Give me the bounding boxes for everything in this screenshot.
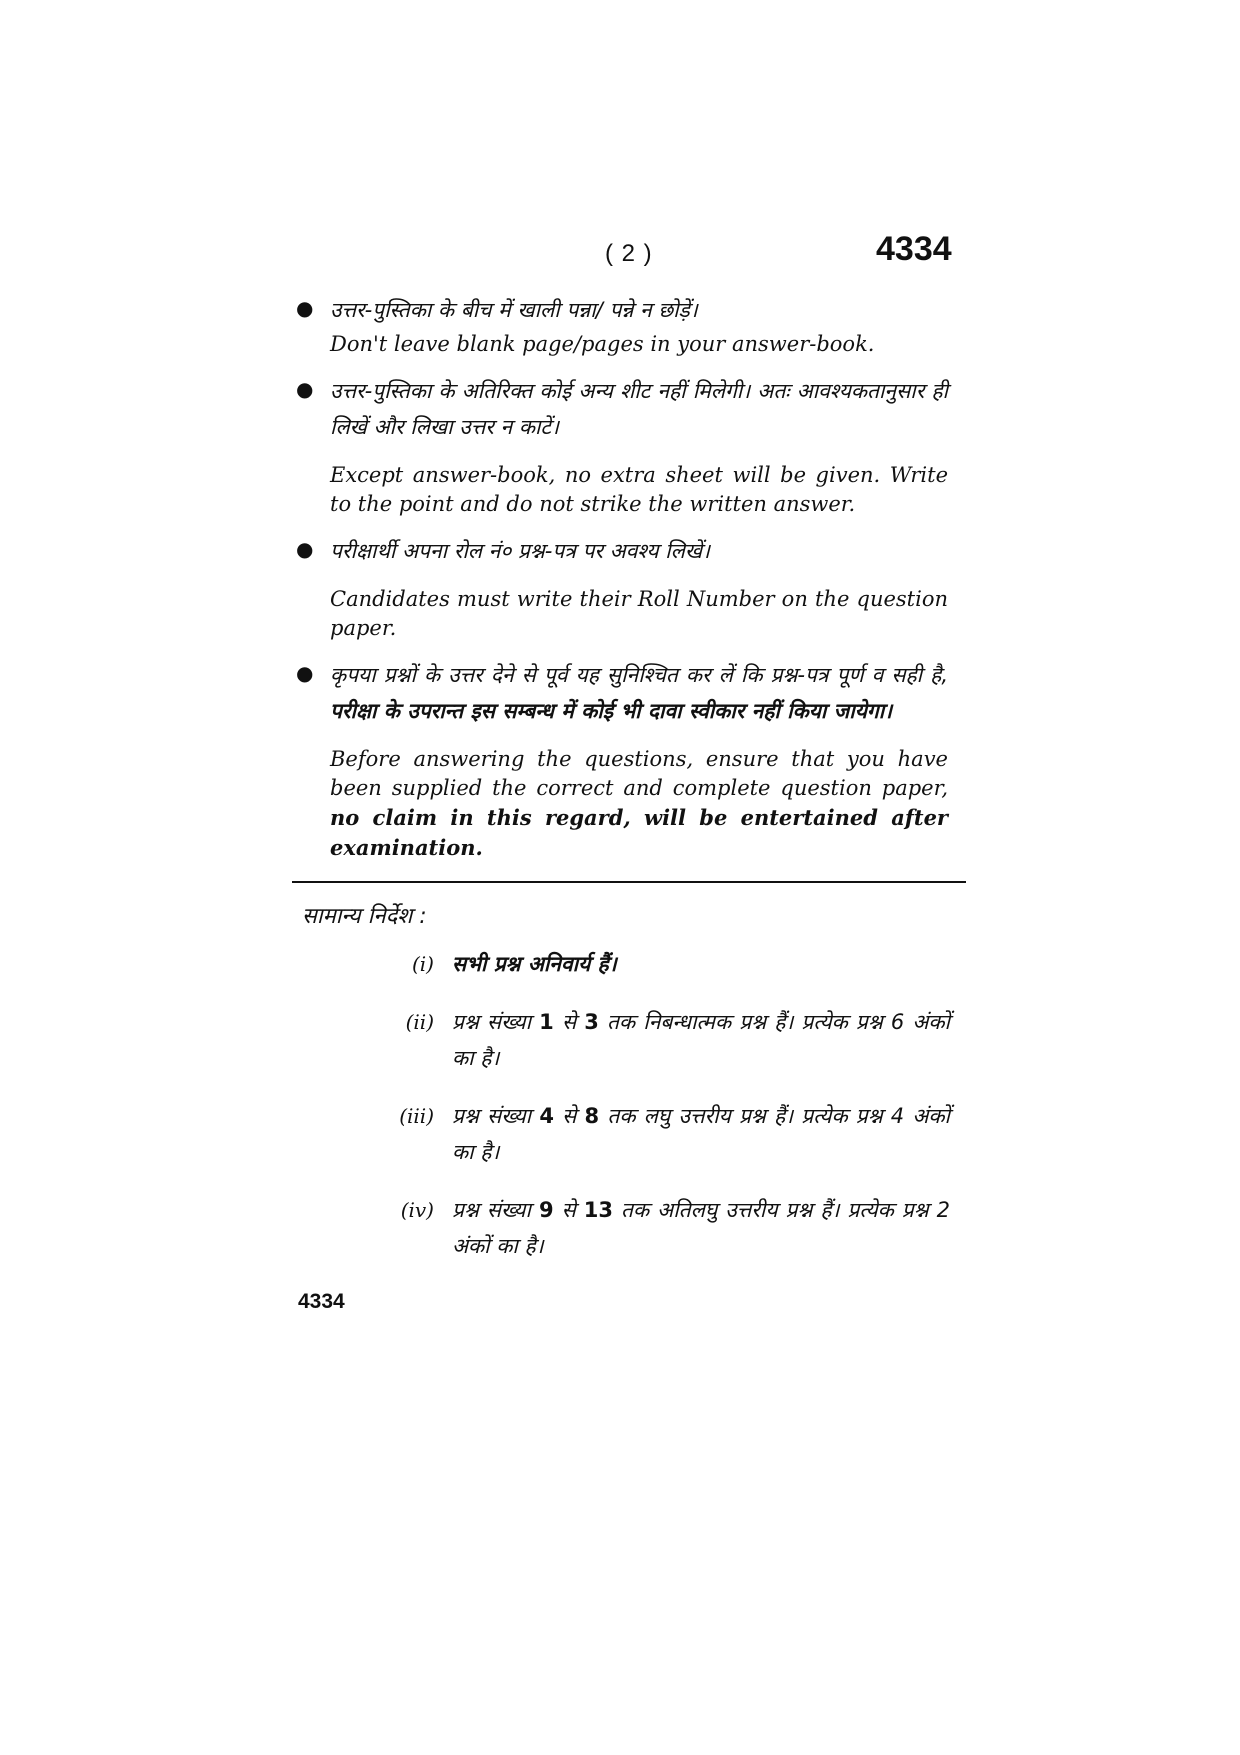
question-number-from: 9 xyxy=(538,1198,554,1222)
item-suffix: तक अतिलघु उत्तरीय प्रश्न हैं। प्रत्येक प्रश्न 2 अंकों का है। xyxy=(452,1198,950,1258)
instruction-hindi: उत्तर-पुस्तिका के बीच में खाली पन्ना/ पन्ने न छोड़ें। xyxy=(330,298,698,322)
item-text xyxy=(452,1098,950,1170)
bullet-icon: ● xyxy=(296,537,314,561)
general-instructions-heading: सामान्य निर्देश : xyxy=(302,904,427,929)
instruction-hindi-text: कृपया प्रश्नों के उत्तर देने से पूर्व यह सुनिश्चित कर लें कि प्रश्न-पत्र पूर्ण व सही है, xyxy=(330,663,948,687)
instruction-item-blank-pages xyxy=(296,292,948,359)
item-prefix: प्रश्न संख्या xyxy=(452,1104,532,1128)
instruction-item-extra-sheet xyxy=(296,373,948,519)
item-prefix: प्रश्न संख्या xyxy=(452,1198,531,1222)
question-number-to: 3 xyxy=(584,1010,599,1034)
item-connector: से xyxy=(561,1198,576,1222)
paper-code-header: 4334 xyxy=(876,230,952,268)
instruction-hindi: परीक्षार्थी अपना रोल नं० प्रश्न-पत्र पर अवश्य लिखें। xyxy=(330,539,710,563)
general-item xyxy=(380,1004,950,1076)
general-item xyxy=(380,1192,950,1264)
item-numeral: (i) xyxy=(411,952,434,976)
item-text xyxy=(452,1192,950,1264)
item-numeral: (ii) xyxy=(405,1010,434,1034)
instruction-english: Except answer-book, no extra sheet will be given. Write to the point and do not strike the written answer. xyxy=(330,463,948,516)
item-connector: से xyxy=(561,1010,577,1034)
general-item xyxy=(380,946,950,982)
item-suffix: तक लघु उत्तरीय प्रश्न हैं। प्रत्येक प्रश्न 4 अंकों का है। xyxy=(452,1104,950,1164)
question-number-from: 1 xyxy=(539,1010,554,1034)
item-prefix: प्रश्न संख्या xyxy=(452,1010,532,1034)
item-numeral: (iii) xyxy=(399,1104,434,1128)
general-instructions-list xyxy=(380,946,950,1286)
instruction-english-text: Before answering the questions, ensure that you have been supplied the correct and complete question paper, xyxy=(330,747,948,800)
section-divider xyxy=(292,881,966,883)
paper-code-footer: 4334 xyxy=(298,1290,345,1313)
general-item xyxy=(380,1098,950,1170)
item-connector: से xyxy=(562,1104,577,1128)
instruction-english-bold: no claim in this regard, will be entertained after examination. xyxy=(330,805,948,860)
instruction-english: Don't leave blank page/pages in your answer-book. xyxy=(330,332,875,356)
instruction-item-roll-number xyxy=(296,533,948,643)
bullet-icon: ● xyxy=(296,296,314,320)
item-suffix: तक निबन्धात्मक प्रश्न हैं। प्रत्येक प्रश्न 6 अंकों का है। xyxy=(452,1010,950,1070)
bullet-icon: ● xyxy=(296,661,314,685)
item-text xyxy=(452,1004,950,1076)
instruction-hindi-bold: परीक्षा के उपरान्त इस सम्बन्ध में कोई भी दावा स्वीकार नहीं किया जायेगा। xyxy=(330,699,893,723)
instruction-list xyxy=(296,292,948,877)
item-numeral: (iv) xyxy=(400,1198,434,1222)
question-number-to: 13 xyxy=(583,1198,614,1222)
item-text: सभी प्रश्न अनिवार्य हैं। xyxy=(452,952,617,976)
instruction-english xyxy=(330,745,948,863)
question-number-from: 4 xyxy=(539,1104,554,1128)
question-number-to: 8 xyxy=(584,1104,600,1128)
bullet-icon: ● xyxy=(296,377,314,401)
instruction-english: Candidates must write their Roll Number on the question paper. xyxy=(330,587,948,640)
page-number: ( 2 ) xyxy=(605,240,653,267)
instruction-hindi xyxy=(330,657,948,729)
instruction-hindi: उत्तर-पुस्तिका के अतिरिक्त कोई अन्य शीट नहीं मिलेगी। अतः आवश्यकतानुसार ही लिखें और लिखा उत्तर न काटें। xyxy=(330,379,948,439)
instruction-item-no-claim xyxy=(296,657,948,863)
